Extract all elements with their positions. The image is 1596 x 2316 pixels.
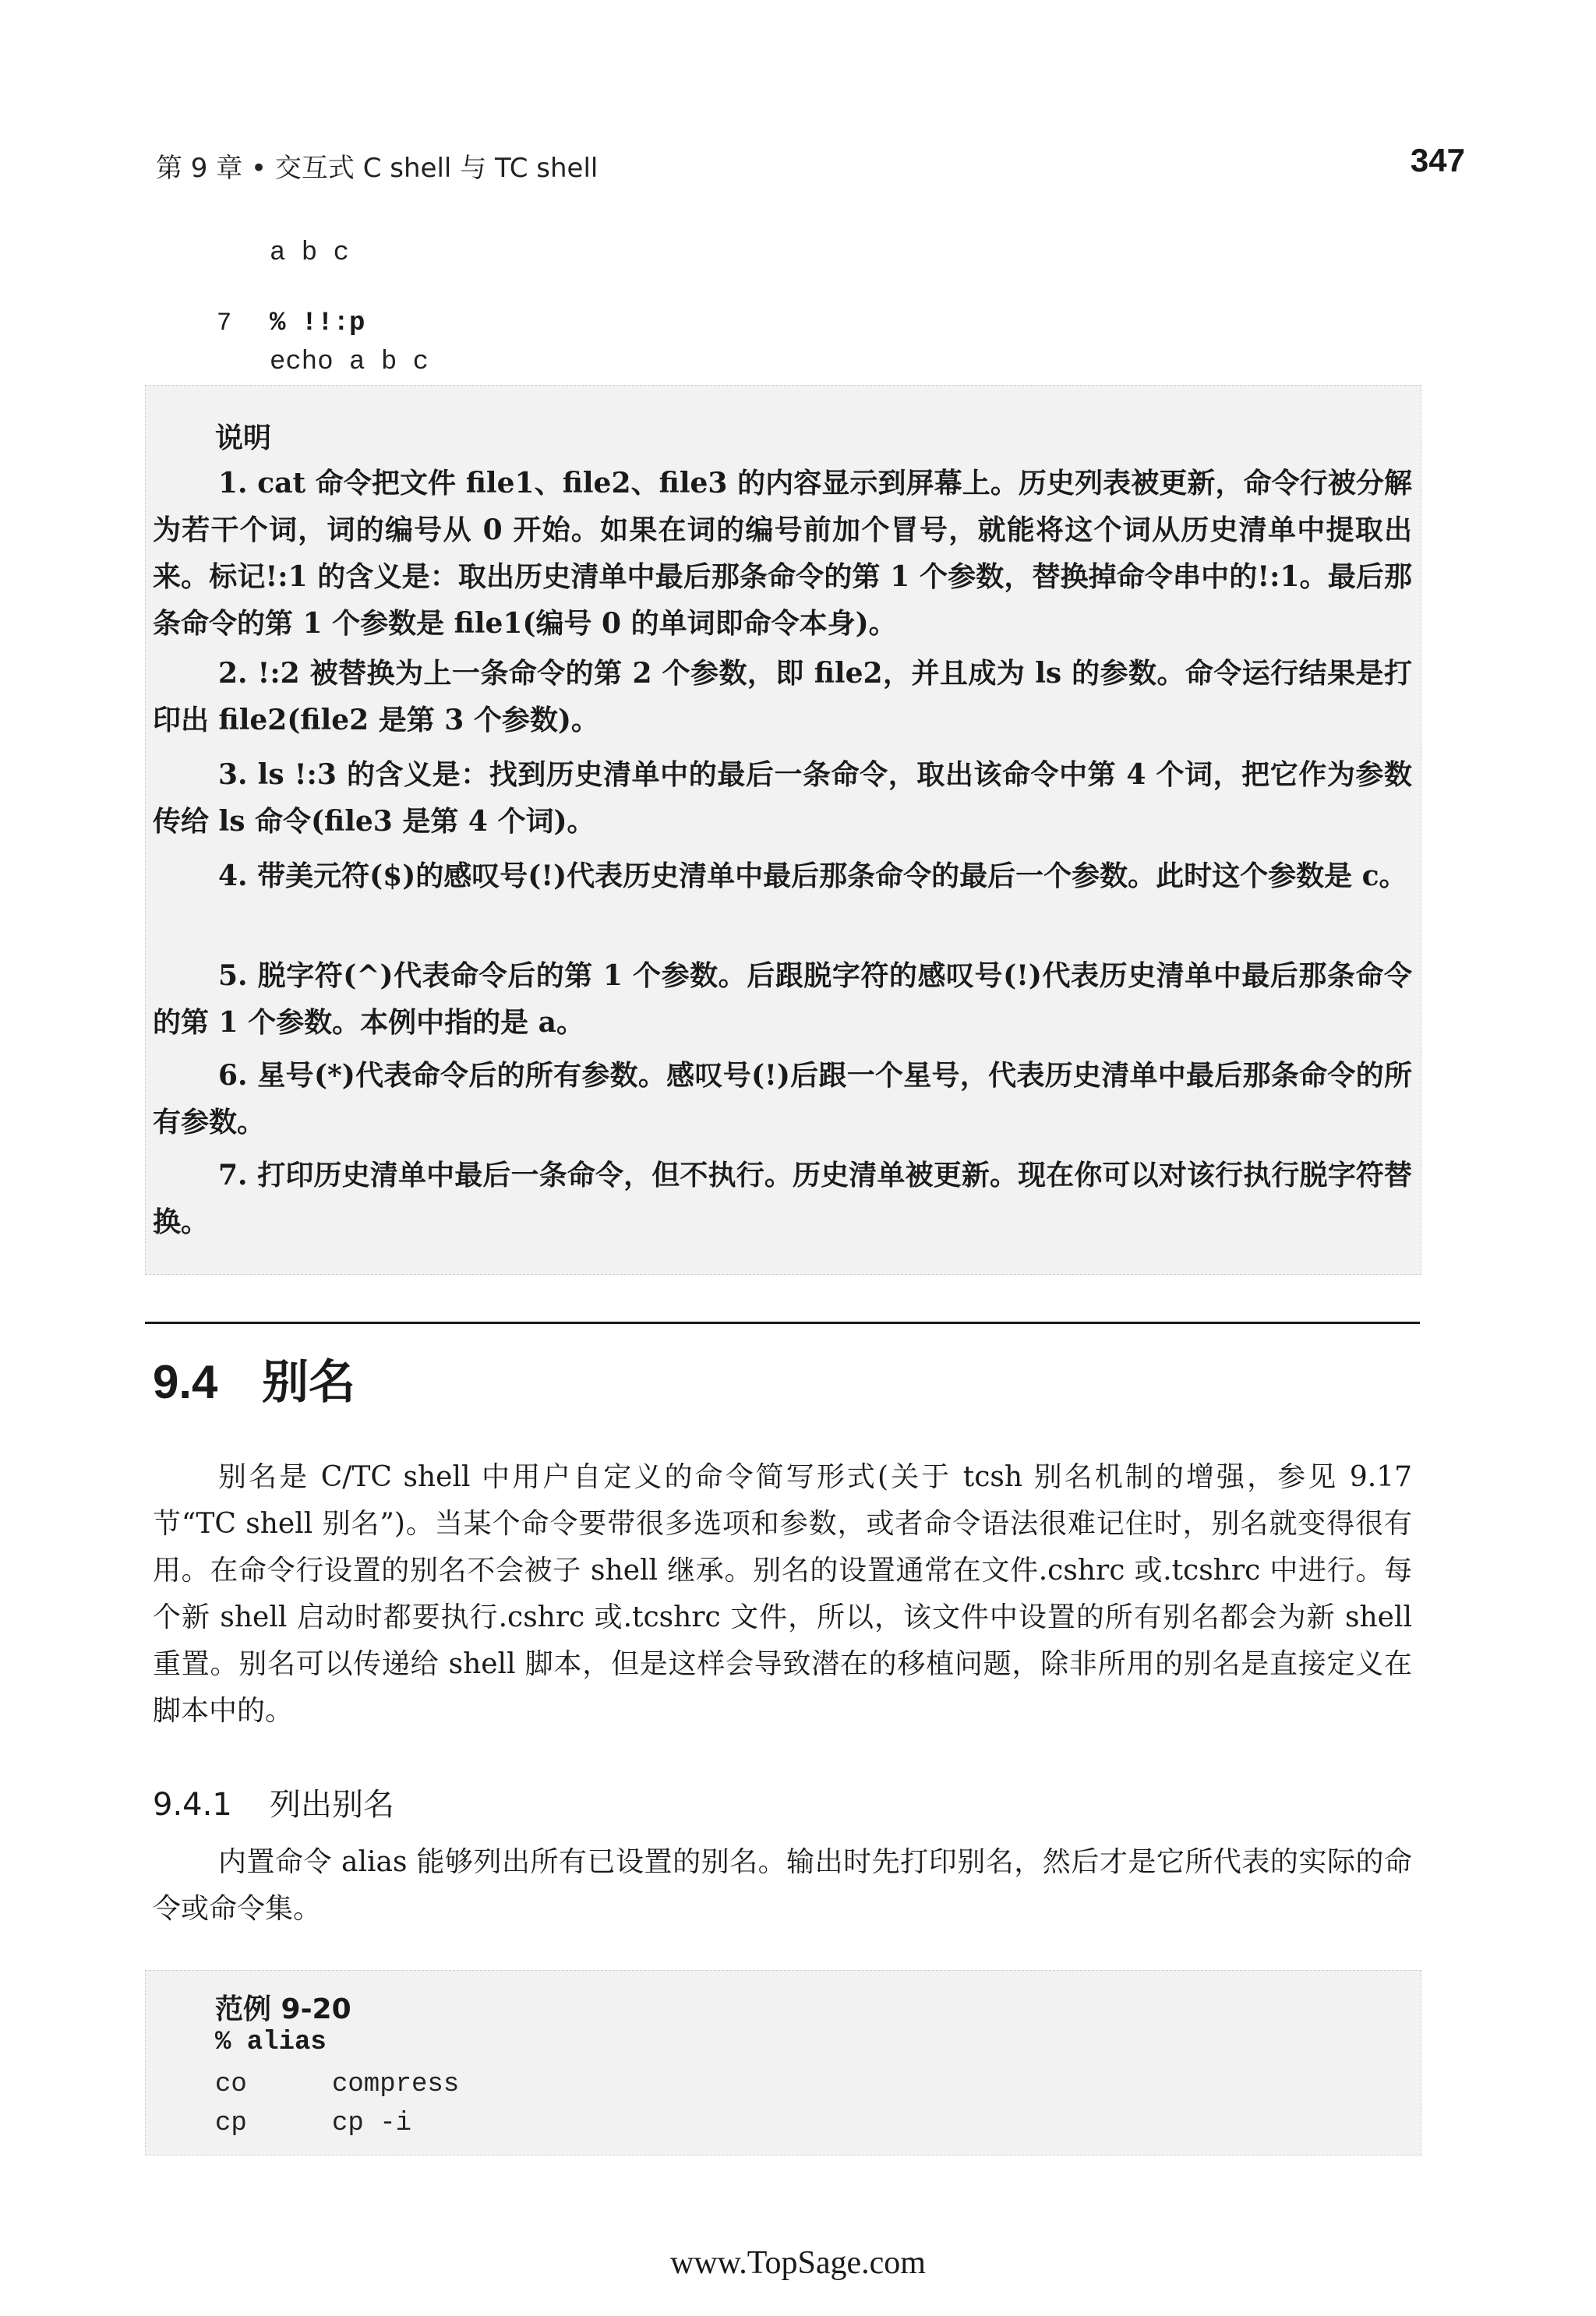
code-output-line: a b c: [270, 238, 350, 268]
alias-value: cp -i: [332, 2109, 412, 2138]
running-head: 第 9 章 • 交互式 C shell 与 TC shell: [156, 153, 598, 184]
explanation-item: 4. 带美元符($)的感叹号(!)代表历史清单中最后那条命令的最后一个参数。此时这个参数是 c。: [218, 860, 1407, 892]
example-command: % alias: [215, 2028, 327, 2057]
explanation-title: 说明: [215, 422, 272, 454]
explanation-item: 2. !:2 被替换为上一条命令的第 2 个参数，即 file2，并且成为 ls 的参数。命令运行结果是打印出 file2(file2 是第 3 个参数)。: [153, 657, 1412, 736]
code-output: echo a b c: [270, 348, 429, 377]
section-number: 9.4: [153, 1356, 218, 1408]
section-rule: [145, 1322, 1420, 1324]
subsection-number: 9.4.1: [153, 1787, 232, 1823]
explanation-item: 1. cat 命令把文件 file1、file2、file3 的内容显示到屏幕上。历史列表被更新，命令行被分解为若干个词，词的编号从 0 开始。如果在词的编号前加个冒号，就能将这个词从历史清单中提取出来。标记!:1 的含义是：取出历史清单中最后那条命令的第 1 个参数，替换掉命令串中的!:1。最后那条命令的第 1 个参数是 file1(编号 0 的单词即命令本身)。: [153, 467, 1412, 640]
alias-value: compress: [332, 2070, 460, 2099]
subsection-heading: [153, 1780, 394, 1824]
page-number: 347: [1410, 142, 1465, 178]
code-line-number: 7: [217, 309, 232, 337]
explanation-item: 7. 打印历史清单中最后一条命令，但不执行。历史清单被更新。现在你可以对该行执行脱字符替换。: [153, 1159, 1412, 1238]
section-heading: [153, 1345, 355, 1412]
subsection-title: 列出别名: [270, 1787, 394, 1823]
section-paragraph: 别名是 C/TC shell 中用户自定义的命令简写形式(关于 tcsh 别名机制的增强，参见 9.17 节“TC shell 别名”)。当某个命令要带很多选项和参数，或者命令语法很难记住时，别名就变得很有用。在命令行设置的别名不会被子 shell 继承。别名的设置通常在文件.cshrc 或.tcshrc 中进行。每个新 shell 启动时都要执行.cshrc 或.tcshrc 文件，所以，该文件中设置的所有别名都会为新 shell 重置。别名可以传递给 shell 脚本，但是这样会导致潜在的移植问题，除非所用的别名是直接定义在脚本中的。: [153, 1461, 1412, 1727]
explanation-item: 5. 脱字符(^)代表命令后的第 1 个参数。后跟脱字符的感叹号(!)代表历史清单中最后那条命令的第 1 个参数。本例中指的是 a。: [153, 959, 1412, 1039]
code-command: % !!:p: [270, 309, 365, 338]
example-title: 范例 9-20: [215, 1993, 351, 2025]
section-title: 别名: [262, 1356, 355, 1408]
explanation-item: 6. 星号(*)代表命令后的所有参数。感叹号(!)后跟一个星号，代表历史清单中最后那条命令的所有参数。: [153, 1059, 1412, 1139]
explanation-item: 3. ls !:3 的含义是：找到历史清单中的最后一条命令，取出该命令中第 4 个词，把它作为参数传给 ls 命令(file3 是第 4 个词)。: [153, 758, 1412, 838]
alias-name: cp: [215, 2109, 247, 2138]
alias-name: co: [215, 2070, 247, 2099]
subsection-paragraph: 内置命令 alias 能够列出所有已设置的别名。输出时先打印别名，然后才是它所代表的实际的命令或命令集。: [153, 1846, 1412, 1925]
footer-url: www.TopSage.com: [670, 2245, 926, 2281]
